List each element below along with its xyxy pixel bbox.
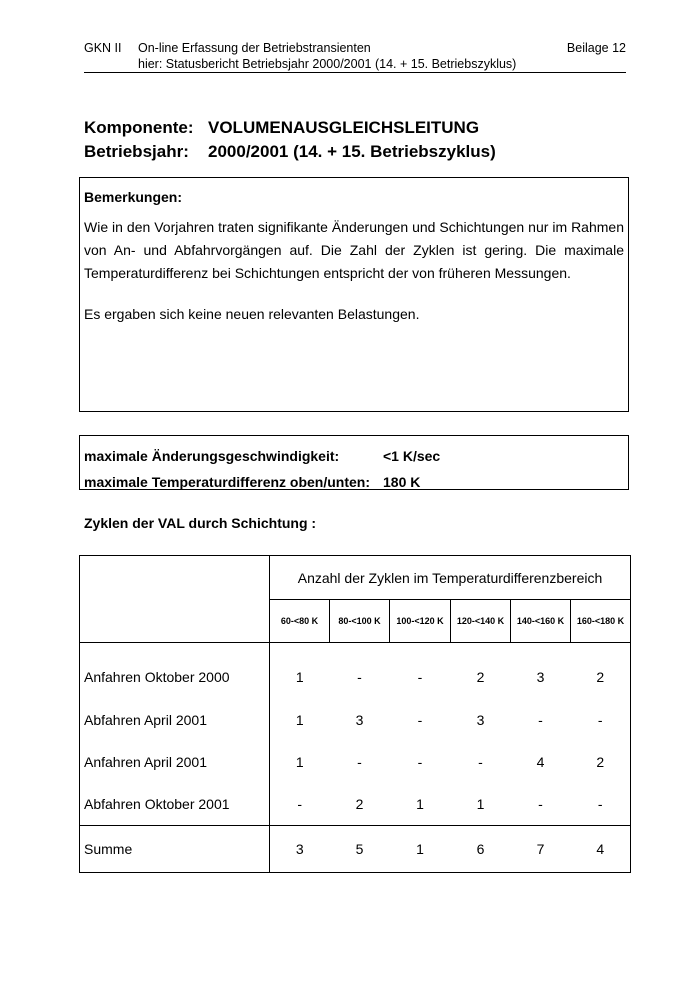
cell-value: 3 [476,712,485,728]
cell-value: - [357,754,362,770]
range-header: 120-<140 K [451,600,511,643]
cell-value: 1 [295,712,304,728]
cell-value: 2 [330,783,390,826]
remarks-paragraph-2: Es ergaben sich keine neuen relevanten Belastungen. [84,306,420,322]
cell-value: - [571,783,631,826]
rate-label: maximale Änderungsgeschwindigkeit: [84,448,340,464]
row-label: Anfahren April 2001 [80,741,270,783]
section-title: Zyklen der VAL durch Schichtung : [84,515,317,531]
header-line1: On-line Erfassung der Betriebstransienten [138,41,371,55]
row-label: Abfahren Oktober 2001 [80,783,270,826]
cell-value: - [270,783,330,826]
header-line2: hier: Statusbericht Betriebsjahr 2000/2001 (14. + 15. Betriebszyklus) [138,57,517,71]
range-header: 60-<80 K [270,600,330,643]
cell-value: - [417,754,423,770]
range-header: 140-<160 K [511,600,571,643]
total-value: 1 [390,826,451,873]
header-code: GKN II [84,41,122,55]
total-value: 3 [270,826,330,873]
cell-value: - [511,783,571,826]
total-value: 7 [511,826,571,873]
cell-value: - [478,754,483,770]
cell-value: 3 [355,712,364,728]
range-header: 100-<120 K [390,600,451,643]
table-row [80,741,631,783]
cell-value: 2 [571,643,631,700]
row-label: Anfahren Oktober 2000 [80,643,270,700]
row-label: Abfahren April 2001 [80,699,270,741]
table-group-header: Anzahl der Zyklen im Temperaturdifferenzbereich [270,556,631,600]
total-value: 5 [330,826,390,873]
total-value: 6 [451,826,511,873]
cell-value: - [390,643,451,700]
header-attachment: Beilage 12 [566,41,626,55]
cell-value: 2 [451,643,511,700]
table-row [80,783,631,826]
table-total-row [80,826,631,873]
cycles-table [79,555,631,873]
total-value: 4 [571,826,631,873]
header-divider [84,72,626,73]
table-corner-cell [80,556,270,643]
component-value: VOLUMENAUSGLEICHSLEITUNG [208,118,480,137]
cell-value: 1 [270,643,330,700]
cell-value: 2 [571,741,631,783]
table-row [80,699,631,741]
cell-value: - [330,643,390,700]
diff-label: maximale Temperaturdifferenz oben/unten: [84,474,371,490]
remarks-heading: Bemerkungen: [84,189,183,205]
maxima-box [79,435,629,490]
cell-value: 1 [451,783,511,826]
remarks-paragraph-1: Wie in den Vorjahren traten signifikante Änderungen und Schichtungen nur im Rahmen von An- und Abfahrvorgängen auf. Die Zahl der Zyklen ist gering. Die maximale Temperaturdifferenz bei Schichtungen entspricht der von früheren Messungen. [84,219,624,281]
total-label: Summe [80,826,270,873]
year-label: Betriebsjahr: [84,142,189,161]
diff-value: 180 K [383,474,421,490]
remarks-box [79,177,629,412]
cell-value: 1 [390,783,451,826]
cell-value: 3 [511,643,571,700]
table-row [80,643,631,700]
cell-value: - [417,712,423,728]
cell-value: 4 [536,754,545,770]
rate-value: <1 K/sec [383,448,441,464]
cell-value: - [571,699,631,741]
cell-value: - [538,712,543,728]
component-label: Komponente: [84,118,194,137]
range-header: 80-<100 K [330,600,390,643]
range-header: 160-<180 K [571,600,631,643]
cell-value: 1 [295,754,304,770]
year-value: 2000/2001 (14. + 15. Betriebszyklus) [208,142,496,161]
